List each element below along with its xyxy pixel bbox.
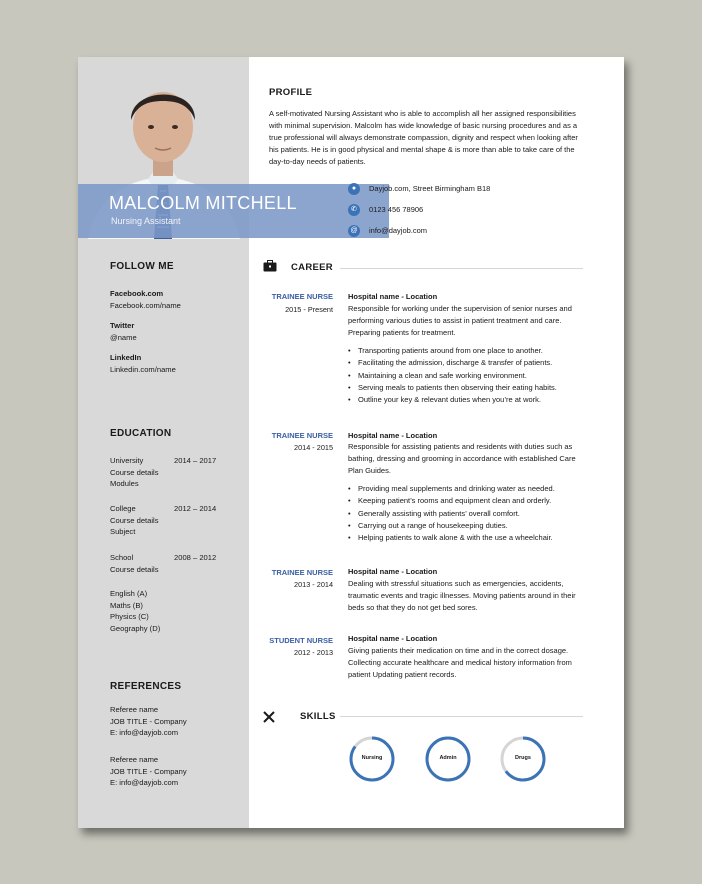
job-duty: • Outline your key & relevant duties when you’re at work.	[348, 394, 598, 406]
career-divider	[340, 268, 583, 269]
grade-item: Maths (B)	[110, 600, 143, 610]
social-title: Twitter	[110, 321, 135, 330]
job-heading: Hospital name - Location	[348, 567, 438, 576]
career-heading: CAREER	[291, 262, 333, 273]
education-place: College	[110, 504, 136, 513]
education-place: School	[110, 553, 134, 562]
job-heading: Hospital name - Location	[348, 634, 438, 643]
email-icon: @	[348, 225, 360, 237]
skills-divider	[340, 716, 583, 717]
job-duty: • Carrying out a range of housekeeping duties.	[348, 520, 598, 532]
education-years: 2014 – 2017	[174, 456, 217, 465]
referee-job: JOB TITLE - Company	[110, 766, 187, 776]
social-link[interactable]: Facebook.com/name	[110, 300, 181, 310]
reference-entry	[110, 704, 187, 739]
education-place: University	[110, 456, 144, 465]
education-line: Subject	[110, 527, 136, 536]
social-linkedin	[110, 352, 176, 375]
skill-label: Drugs	[515, 755, 531, 761]
follow-me-heading: FOLLOW ME	[110, 261, 174, 272]
job-duties	[348, 483, 598, 544]
name-banner	[78, 184, 389, 238]
referee-job: JOB TITLE - Company	[110, 716, 187, 726]
job-title: TRAINEE NURSE	[271, 292, 333, 301]
job-duties	[348, 345, 598, 406]
social-title: LinkedIn	[110, 353, 142, 362]
candidate-name: MALCOLM MITCHELL	[109, 193, 297, 213]
grades-list	[110, 588, 160, 634]
contact-address: Dayjob.com, Street Birmingham B18	[369, 184, 491, 193]
education-entry	[110, 455, 159, 490]
social-link[interactable]: Linkedin.com/name	[110, 364, 176, 374]
job-duty: • Providing meal supplements and drinking water as needed.	[348, 483, 598, 495]
social-title: Facebook.com	[110, 289, 164, 298]
contact-phone[interactable]: 0123 456 78906	[369, 205, 424, 214]
resume-page	[78, 57, 624, 828]
candidate-role: Nursing Assistant	[111, 216, 181, 226]
job-title: STUDENT NURSE	[269, 636, 333, 645]
grade-item: Geography (D)	[110, 623, 161, 633]
job-title: TRAINEE NURSE	[271, 568, 333, 577]
skills-heading: SKILLS	[300, 711, 336, 722]
social-facebook	[110, 288, 181, 311]
education-years: 2008 – 2012	[174, 553, 217, 562]
grade-item: Physics (C)	[110, 612, 149, 621]
job-title: TRAINEE NURSE	[271, 431, 333, 440]
tools-icon	[263, 711, 275, 723]
education-heading: EDUCATION	[110, 428, 172, 439]
skill-label: Admin	[439, 755, 457, 761]
grade-item: English (A)	[110, 589, 148, 598]
job-summary: Dealing with stressful situations such as emergencies, accidents, traumatic events and tragic illnesses. Moving patients around in their beds so that they do not get bed sores.	[348, 579, 576, 612]
job-dates: 2014 - 2015	[294, 443, 333, 452]
job-dates: 2012 - 2013	[294, 648, 333, 657]
profile-text: A self-motivated Nursing Assistant who is able to accomplish all her assigned responsibilities with minimal supervision. Malcolm has wide knowledge of basic nursing procedures and as a true professional will always demonstrate compassion, dignity and respect when looking after his patients. He is in good physical and mental shape & is more than able to take care of the day-to-day needs of patients.	[269, 109, 578, 166]
education-line: Course details	[110, 564, 159, 574]
job-summary: Responsible for assisting patients and residents with duties such as bathing, dressing and grooming in accordance with established Care Plan Guides.	[348, 442, 576, 475]
references-heading: REFERENCES	[110, 681, 182, 692]
profile-heading: PROFILE	[269, 87, 313, 98]
job-duty: • Generally assisting with patients’ overall comfort.	[348, 508, 598, 520]
job-duty: • Transporting patients around from one place to another.	[348, 345, 598, 357]
skill-gauge	[500, 736, 546, 782]
skill-gauge	[425, 736, 471, 782]
job-heading: Hospital name - Location	[348, 431, 438, 440]
phone-icon: ✆	[348, 204, 360, 216]
referee-email[interactable]: E: info@dayjob.com	[110, 778, 179, 787]
reference-entry	[110, 754, 187, 789]
referee-email[interactable]: E: info@dayjob.com	[110, 728, 179, 737]
education-line: Course details	[110, 467, 159, 477]
contact-email[interactable]: info@dayjob.com	[369, 226, 428, 235]
referee-name: Referee name	[110, 755, 159, 764]
job-duty: • Keeping patient’s rooms and equipment clean and orderly.	[348, 495, 598, 507]
job-duty: • Facilitating the admission, discharge & transfer of patients.	[348, 357, 598, 369]
location-icon: ●	[348, 183, 360, 195]
education-line: Course details	[110, 515, 159, 525]
job-heading: Hospital name - Location	[348, 292, 438, 301]
job-summary: Giving patients their medication on time and in the correct dosage. Collecting accurate healthcare and medical history information from patient Updating patient records.	[348, 646, 572, 679]
social-link[interactable]: @name	[110, 332, 137, 342]
job-duty: • Helping patients to walk alone & with the use a wheelchair.	[348, 532, 598, 544]
skill-label: Nursing	[361, 755, 383, 761]
education-entry	[110, 552, 159, 575]
job-summary: Responsible for working under the supervision of senior nurses and performing various duties to assist in patient treatment and care. Preparing patients for treatment.	[348, 304, 572, 337]
job-dates: 2015 - Present	[285, 305, 333, 314]
skill-gauge	[349, 736, 395, 782]
job-duty: • Serving meals to patients then observing their eating habits.	[348, 382, 598, 394]
briefcase-icon	[263, 260, 277, 272]
referee-name: Referee name	[110, 705, 159, 714]
social-twitter	[110, 320, 137, 343]
job-dates: 2013 - 2014	[294, 580, 333, 589]
education-years: 2012 – 2014	[174, 504, 217, 513]
education-line: Modules	[110, 479, 139, 488]
education-entry	[110, 503, 159, 538]
job-duty: • Maintaining a clean and safe working environment.	[348, 370, 598, 382]
